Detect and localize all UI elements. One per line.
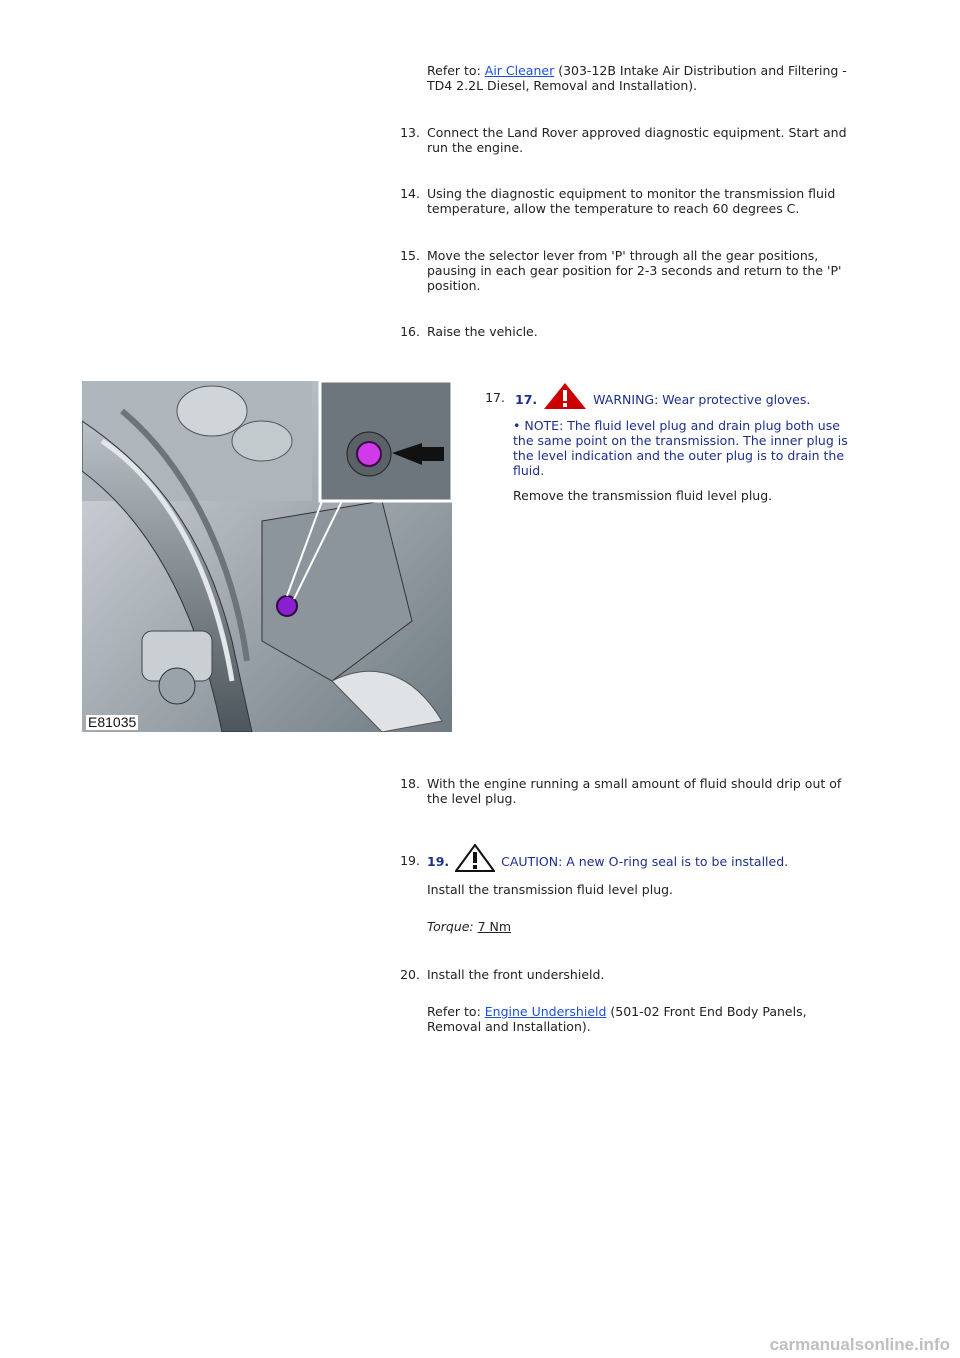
step-17-action: Remove the transmission fluid level plug.: [513, 488, 773, 503]
step-number-18: 18.: [400, 776, 420, 791]
step-15-text: Move the selector lever from 'P' through all the gear positions, pausing in each gear position for 2-3 seconds and return to the 'P' position.: [427, 248, 842, 293]
engine-illustration: [82, 381, 452, 732]
step-18-text: With the engine running a small amount of fluid should drip out of the level plug.: [427, 776, 842, 806]
torque-spec: Torque: 7 Nm: [427, 919, 512, 934]
step-14-text: Using the diagnostic equipment to monitor the transmission fluid temperature, allow the temperature to reach 60 degrees C.: [427, 186, 836, 216]
warning-triangle-icon: [543, 382, 587, 413]
step-number-16: 16.: [400, 324, 420, 339]
step-number-15: 15.: [400, 248, 420, 263]
step-19-action: Install the transmission fluid level plug.: [427, 882, 674, 897]
torque-value: 7 Nm: [477, 919, 512, 934]
step-number-13: 13.: [400, 125, 420, 140]
figure-label: E81035: [88, 714, 137, 730]
intro-reference: Refer to: Air Cleaner (303-12B Intake Air Distribution and Filtering - TD4 2.2L Diesel, Removal and Installation).: [427, 63, 847, 93]
transmission-fluid-plug-figure: [82, 381, 452, 732]
step-16-text: Raise the vehicle.: [427, 324, 538, 339]
step-number-20: 20.: [400, 967, 420, 982]
step-20-text: Install the front undershield.: [427, 967, 605, 982]
caution-triangle-icon: [455, 844, 495, 875]
footer-watermark: carmanualsonline.info: [769, 1335, 950, 1354]
step-20-reference: Refer to: Engine Undershield (501-02 Front End Body Panels, Removal and Installation).: [427, 1004, 807, 1034]
step-number-17: 17.: [485, 390, 505, 405]
step-number-14: 14.: [400, 186, 420, 201]
air-cleaner-link[interactable]: Air Cleaner: [484, 63, 555, 78]
step-19-caution: 19. CAUTION: A new O-ring seal is to be installed.: [427, 844, 847, 875]
step-13-text: Connect the Land Rover approved diagnostic equipment. Start and run the engine.: [427, 125, 847, 155]
step-number-19: 19.: [400, 853, 420, 868]
step-17-warning: 17. WARNING: Wear protective gloves.: [515, 382, 875, 413]
engine-undershield-link[interactable]: Engine Undershield: [484, 1004, 607, 1019]
step-17-note: • NOTE: The fluid level plug and drain plug both use the same point on the transmission. The inner plug is the level indication and the outer plug is to drain the fluid.: [513, 418, 848, 478]
